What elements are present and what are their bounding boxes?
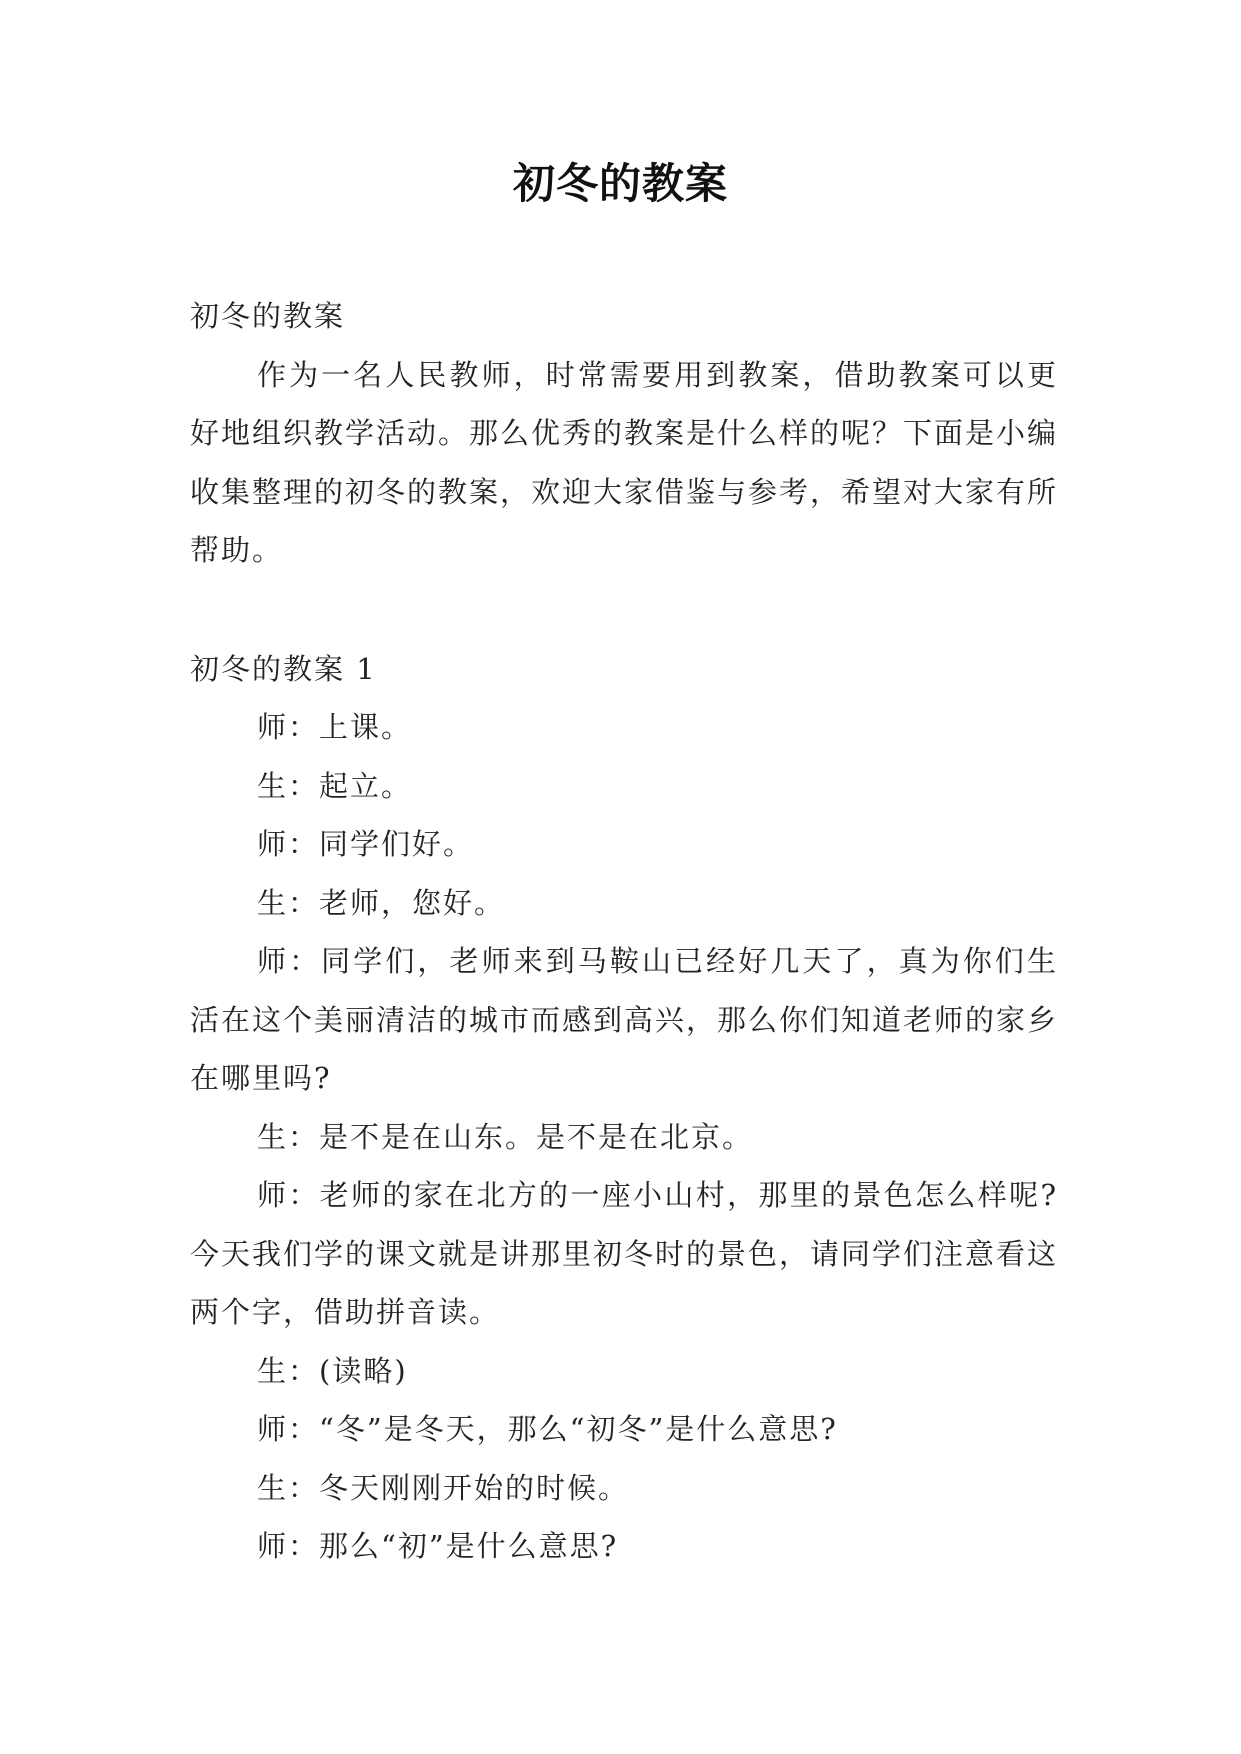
dialogue-line: 生：起立。 xyxy=(257,768,413,803)
dialogue-line: 生：老师，您好。 xyxy=(257,885,506,920)
dialogue-line: 师：那么“初”是什么意思? xyxy=(257,1529,619,1563)
document-title: 初冬的教案 xyxy=(512,159,728,208)
dialogue-line: 生：(读略) xyxy=(257,1353,408,1388)
dialogue-line: 生：是不是在山东。是不是在北京。 xyxy=(257,1119,754,1154)
intro-heading: 初冬的教案 xyxy=(190,299,346,333)
intro-paragraph: 作为一名人民教师，时常需要用到教案，借助教案可以更好地组织教学活动。那么优秀的教案是什么样的呢？下面是小编收集整理的初冬的教案，欢迎大家借鉴与参考，希望对大家有所帮助。 xyxy=(190,357,1059,567)
dialogue-line: 师：同学们，老师来到马鞍山已经好几天了，真为你们生活在这个美丽清洁的城市而感到高兴，那么你们知道老师的家乡在哪里吗? xyxy=(190,944,1059,1095)
section-spacer xyxy=(190,580,1058,640)
dialogue-line: 师：上课。 xyxy=(257,710,413,744)
dialogue-line: 师：“冬”是冬天，那么“初冬”是什么意思? xyxy=(257,1412,838,1446)
dialogue-line: 生：冬天刚刚开始的时候。 xyxy=(257,1470,630,1505)
section-heading: 初冬的教案 1 xyxy=(190,651,377,686)
dialogue-line: 师：同学们好。 xyxy=(257,827,475,861)
dialogue-line: 师：老师的家在北方的一座小山村，那里的景色怎么样呢?今天我们学的课文就是讲那里初冬时的景色，请同学们注意看这两个字，借助拼音读。 xyxy=(190,1178,1059,1329)
document-body xyxy=(190,287,1058,1576)
